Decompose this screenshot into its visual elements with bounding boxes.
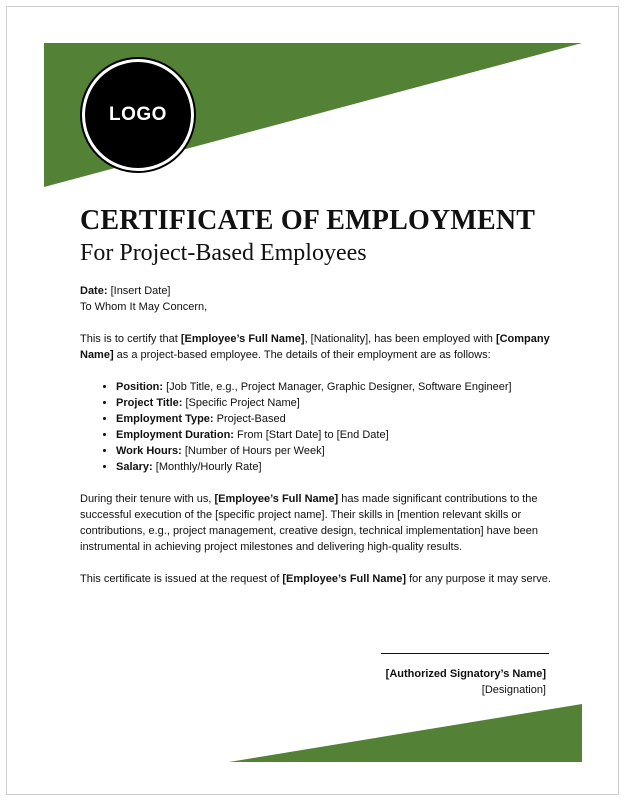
detail-label: Project Title: xyxy=(116,397,183,409)
intro-employee-name: [Employee’s Full Name] xyxy=(180,333,305,345)
closing-employee-name: [Employee’s Full Name] xyxy=(282,573,407,585)
detail-label: Position: xyxy=(116,381,164,393)
intro-text-1: This is to certify that xyxy=(80,333,181,345)
logo-circle xyxy=(82,59,194,171)
certificate-body xyxy=(80,283,555,587)
detail-salary xyxy=(116,459,555,475)
intro-company-name: [Company Name] xyxy=(80,333,550,361)
detail-label: Salary: xyxy=(116,461,153,473)
date-line xyxy=(80,283,555,299)
detail-value: [Specific Project Name] xyxy=(182,397,300,409)
closing-paragraph xyxy=(80,571,555,587)
signature-line xyxy=(381,653,549,654)
detail-value: [Monthly/Hourly Rate] xyxy=(152,461,262,473)
signatory-designation: [Designation] xyxy=(481,684,546,696)
signatory-name: [Authorized Signatory’s Name] xyxy=(385,668,546,680)
bottom-banner-shape xyxy=(229,704,582,762)
date-value: [Insert Date] xyxy=(110,285,171,297)
date-label: Date: xyxy=(80,285,108,297)
intro-text-3: as a project-based employee. The details of their employment are as follows: xyxy=(113,349,491,361)
tenure-employee-name: [Employee’s Full Name] xyxy=(214,493,339,505)
certificate-subtitle: For Project-Based Employees xyxy=(80,240,367,266)
tenure-text-2: has made significant contributions to the successful execution of the [specific project name]. Their skills in [mention relevant skills or contributions, e.g., project management, creative design, technical implementation] have been instrumental in achieving project milestones and delivering high-quality results. xyxy=(80,493,538,553)
employment-details-list xyxy=(80,379,555,475)
detail-label: Work Hours: xyxy=(116,445,182,457)
tenure-paragraph xyxy=(80,491,555,555)
detail-value: From [Start Date] to [End Date] xyxy=(233,429,389,441)
detail-label: Employment Duration: xyxy=(116,429,234,441)
salutation: To Whom It May Concern, xyxy=(80,301,208,313)
detail-value: [Number of Hours per Week] xyxy=(181,445,325,457)
detail-value: Project-Based xyxy=(213,413,286,425)
certificate-title: CERTIFICATE OF EMPLOYMENT xyxy=(80,205,536,236)
closing-text-2: for any purpose it may serve. xyxy=(406,573,551,585)
intro-text-2: , [Nationality], has been employed with xyxy=(304,333,496,345)
detail-employment-duration xyxy=(116,427,555,443)
detail-project-title xyxy=(116,395,555,411)
intro-paragraph xyxy=(80,331,555,363)
tenure-text-1: During their tenure with us, xyxy=(80,493,215,505)
detail-work-hours xyxy=(116,443,555,459)
detail-employment-type xyxy=(116,411,555,427)
detail-value: [Job Title, e.g., Project Manager, Graphic Designer, Software Engineer] xyxy=(163,381,512,393)
logo-text: LOGO xyxy=(109,104,167,125)
closing-text-1: This certificate is issued at the request of xyxy=(80,573,283,585)
detail-label: Employment Type: xyxy=(116,413,214,425)
detail-position xyxy=(116,379,555,395)
certificate-page xyxy=(6,6,619,795)
